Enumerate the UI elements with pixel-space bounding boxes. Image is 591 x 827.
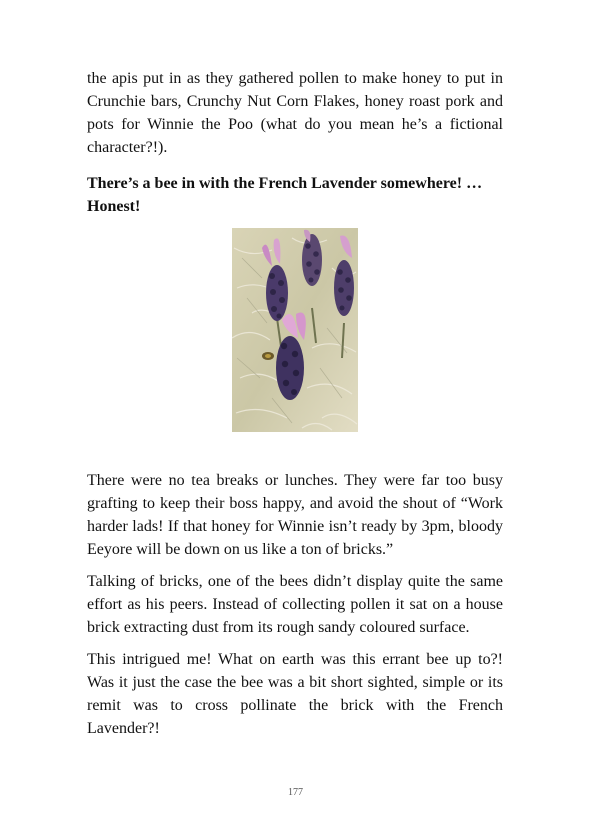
photo-caption-heading: There’s a bee in with the French Lavender somewhere! … Honest! [87,175,483,215]
paragraph-tea-breaks: There were no tea breaks or lunches. They were far too busy grafting to keep their boss happy, and avoid the shout of “Work harder lads! If that honey for Winnie isn’t ready by 3pm, bloody Eeyore will be down on us like a ton of bricks.” [87,472,503,558]
paragraph-intro: the apis put in as they gathered pollen to make honey to put in Crunchie bars, Crunchy Nut Corn Flakes, honey roast pork and pots for Winnie the Poo (what do you mean he’s a fictional character?!). [87,70,503,156]
paragraph-bricks: Talking of bricks, one of the bees didn’t display quite the same effort as his peers. Instead of collecting pollen it sat on a house brick extracting dust from its rough sandy coloured surface. [87,573,503,636]
paragraph-intrigued: This intrigued me! What on earth was this errant bee up to?! Was it just the case the bee was a bit short sighted, simple or its remit was to cross pollinate the brick with the French Lavender?! [87,651,503,737]
page-number: 177 [288,787,303,798]
lavender-photo [232,228,358,432]
